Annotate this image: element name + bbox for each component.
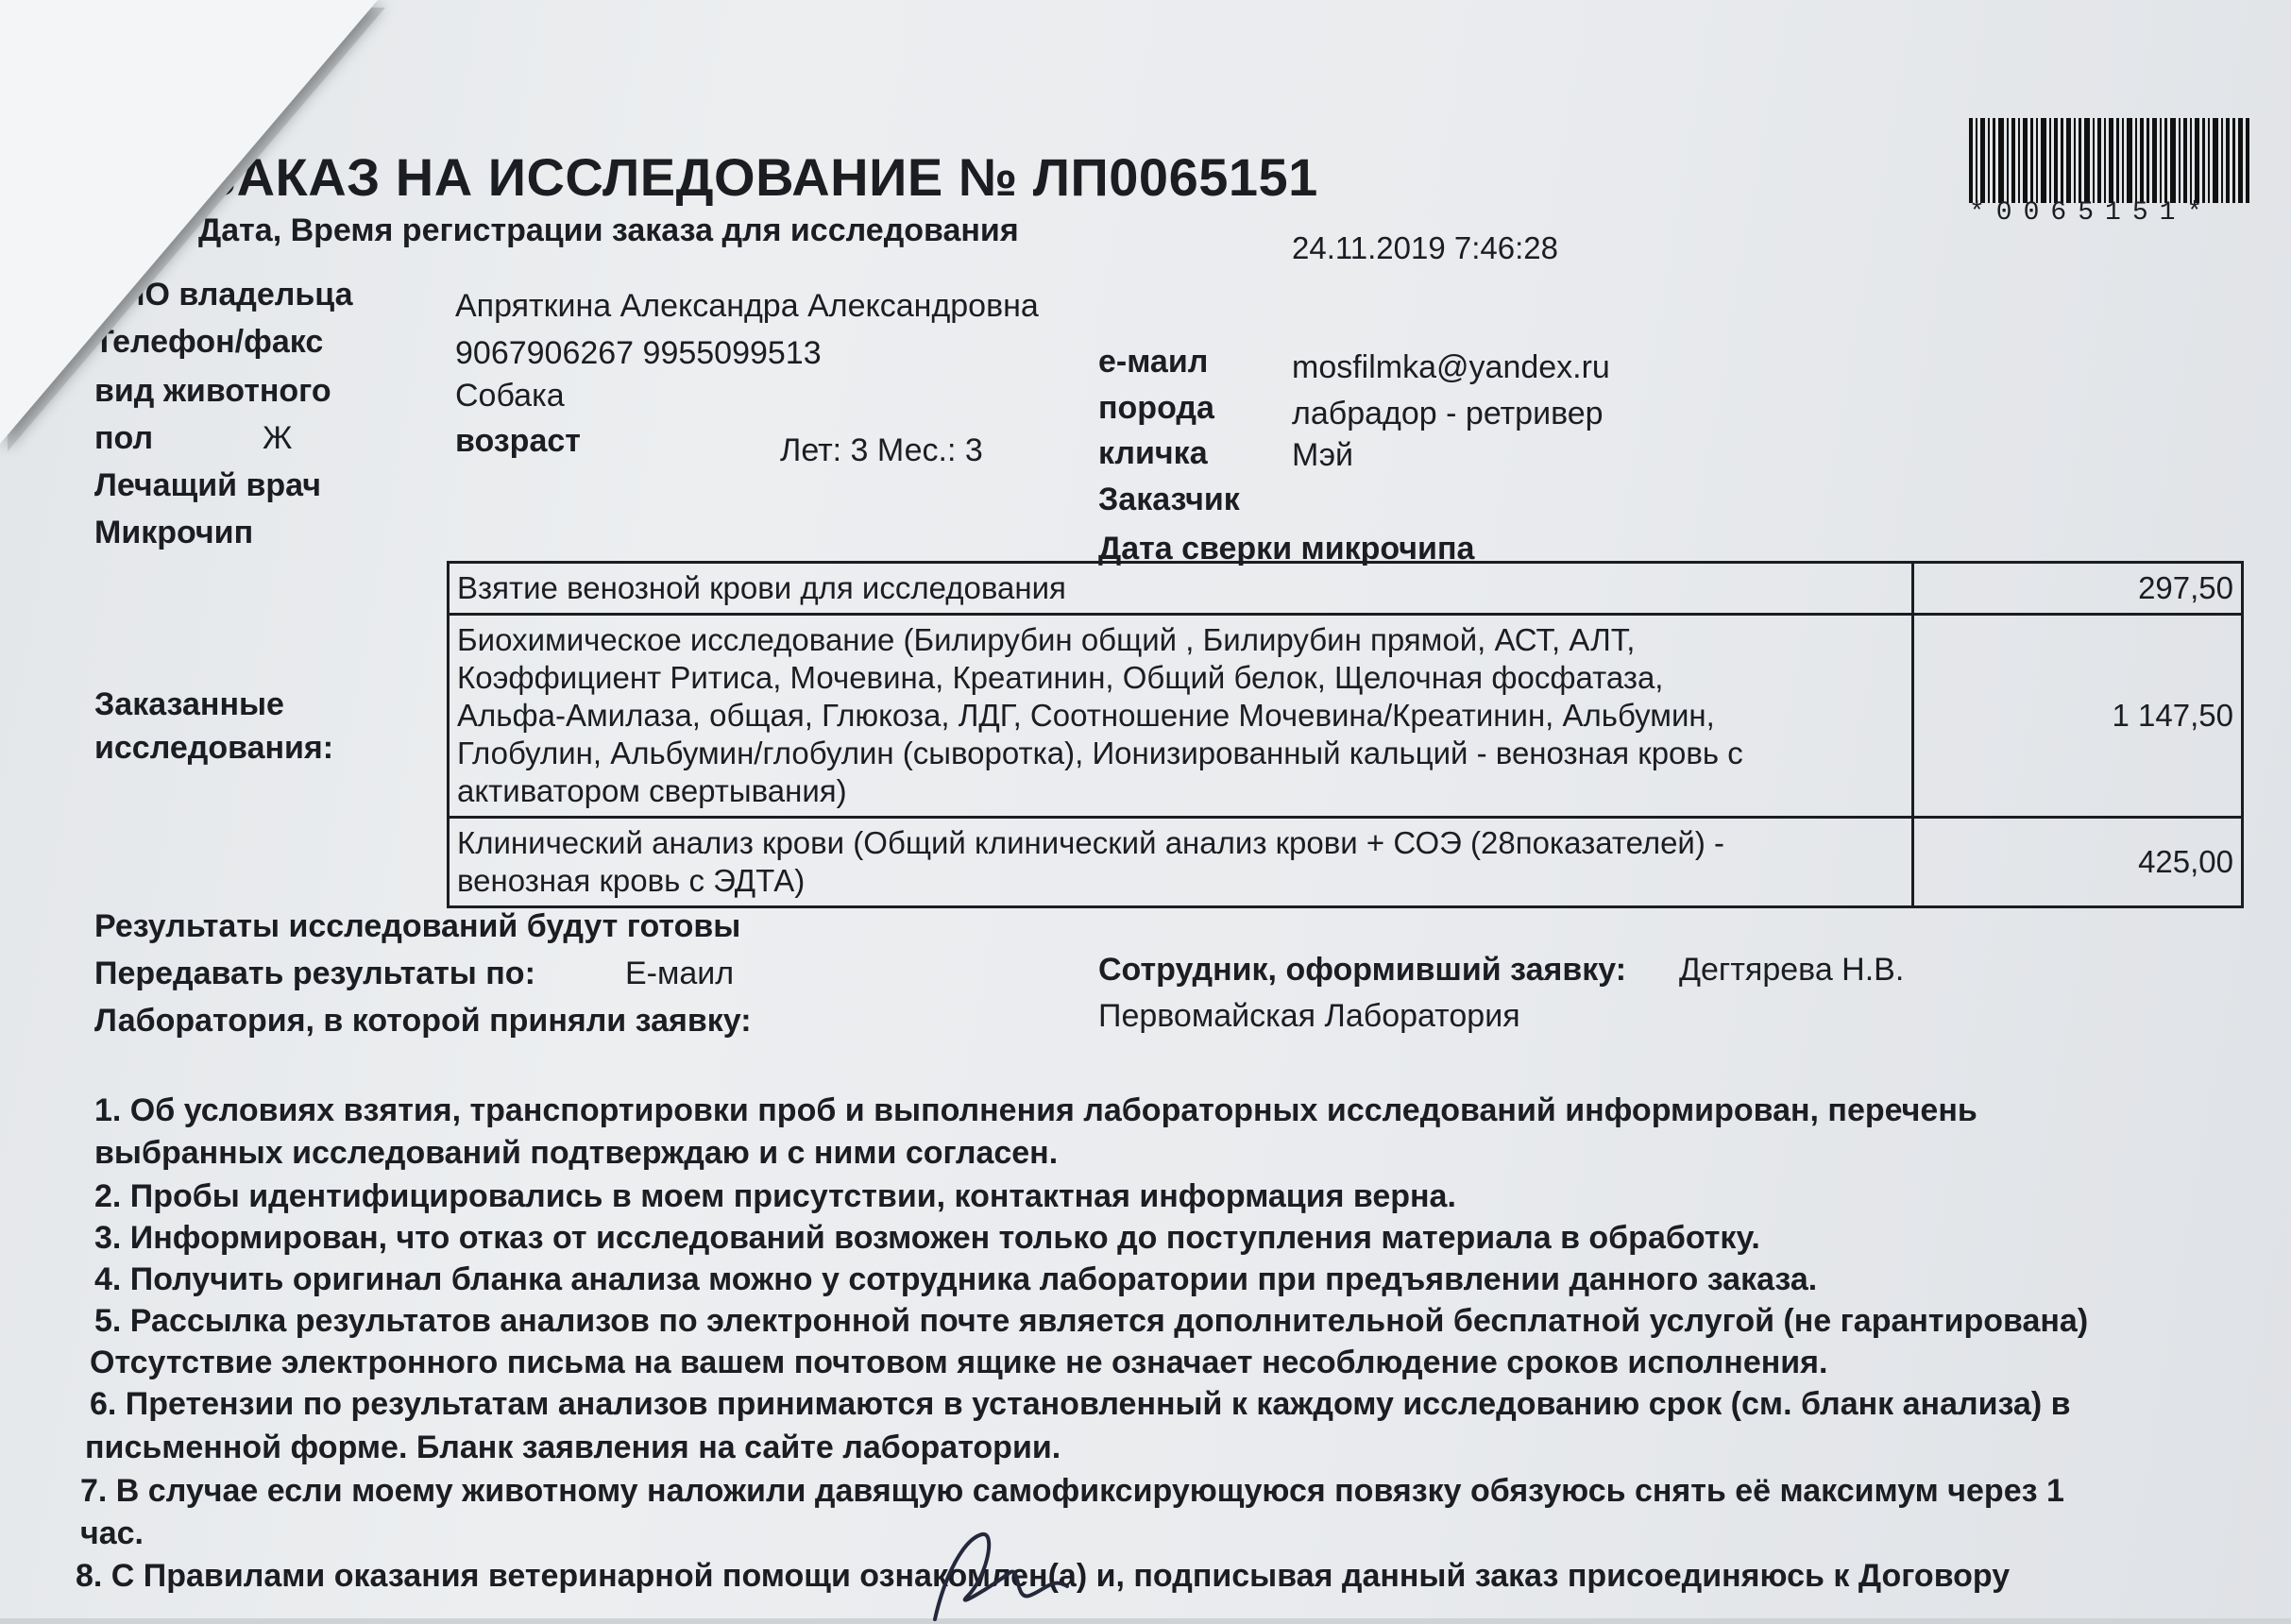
phone-label: Телефон/факс [94, 324, 324, 360]
sex-value: Ж [263, 420, 293, 456]
age-label: возраст [455, 423, 581, 459]
order-description [449, 615, 1913, 818]
order-row [449, 615, 2243, 818]
email-label: е-маил [1098, 344, 1209, 380]
employee-label: Сотрудник, оформивший заявку: [1098, 952, 1627, 988]
order-price: 297,50 [1913, 563, 2243, 615]
microchip-label: Микрочип [94, 515, 254, 550]
send-results-value: Е-маил [625, 956, 735, 991]
nickname-value: Мэй [1292, 437, 1354, 473]
results-ready-label: Результаты исследований будут готовы [94, 908, 741, 944]
order-description-line: Глобулин, Альбумин/глобулин (сыворотка), Ионизированный кальций - венозная кровь с [457, 736, 1743, 770]
signature [878, 1520, 1105, 1624]
order-description [449, 563, 1913, 615]
sex-label: пол [94, 420, 154, 456]
employee-value: Дегтярева Н.В. [1679, 952, 1905, 988]
terms-line: 2. Пробы идентифицировались в моем присутствии, контактная информация верна. [94, 1178, 1456, 1214]
barcode [1969, 118, 2252, 203]
order-description-line: Взятие венозной крови для исследования [457, 570, 1066, 605]
order-description-line: Альфа-Амилаза, общая, Глюкоза, ЛДГ, Соотношение Мочевина/Креатинин, Альбумин, [457, 698, 1715, 733]
terms-line: 7. В случае если моему животному наложили давящую самофиксирующуюся повязку обязуюсь снять её максимум через 1 [80, 1473, 2064, 1509]
terms-line: час. [80, 1515, 144, 1551]
order-price: 1 147,50 [1913, 615, 2243, 818]
email-value: mosfilmka@yandex.ru [1292, 349, 1610, 385]
terms-line: Отсутствие электронного письма на вашем почтовом ящике не означает несоблюдение сроков исполнения. [90, 1345, 1828, 1380]
phone-value: 9067906267 9955099513 [455, 335, 822, 371]
orders-table [447, 561, 2244, 908]
terms-line: выбранных исследований подтверждаю и с ними согласен. [94, 1135, 1059, 1171]
folded-corner [0, 0, 378, 444]
doctor-label: Лечащий врач [94, 467, 321, 503]
customer-label: Заказчик [1098, 482, 1240, 517]
nickname-label: кличка [1098, 435, 1208, 471]
breed-label: порода [1098, 390, 1214, 426]
order-description [449, 818, 1913, 907]
terms-line: 6. Претензии по результатам анализов принимаются в установленный к каждому исследованию срок (см. бланк анализа) в [90, 1386, 2071, 1422]
document-title: ЗАКАЗ НА ИССЛЕДОВАНИЕ № ЛП0065151 [203, 147, 1318, 207]
species-value: Собака [455, 378, 565, 414]
order-description-line: венозная кровь с ЭДТА) [457, 863, 806, 898]
lab-value: Первомайская Лаборатория [1098, 998, 1520, 1034]
breed-value: лабрадор - ретривер [1292, 396, 1604, 431]
order-row [449, 818, 2243, 907]
terms-line: 1. Об условиях взятия, транспортировки проб и выполнения лабораторных исследований информирован, перечень [94, 1092, 1977, 1128]
species-label: вид животного [94, 373, 331, 409]
send-results-label: Передавать результаты по: [94, 956, 535, 991]
barcode-number: *0065151* [1969, 198, 2215, 228]
order-description-line: Коэффициент Ритиса, Мочевина, Креатинин, Общий белок, Щелочная фосфатаза, [457, 660, 1664, 695]
chip-date-label: Дата сверки микрочипа [1098, 531, 1475, 567]
order-description-line: Клинический анализ крови (Общий клинический анализ крови + СОЭ (28показателей) - [457, 825, 1725, 860]
order-description-line: активатором свертывания) [457, 773, 847, 808]
terms-line: письменной форме. Бланк заявления на сайте лаборатории. [85, 1429, 1061, 1465]
orders-label-line2: исследования: [94, 730, 334, 766]
order-description-line: Биохимическое исследование (Билирубин общий , Билирубин прямой, АСТ, АЛТ, [457, 622, 1636, 657]
order-price: 425,00 [1913, 818, 2243, 907]
orders-label-line1: Заказанные [94, 686, 284, 722]
terms-line: 4. Получить оригинал бланка анализа можно у сотрудника лаборатории при предъявлении данного заказа. [94, 1261, 1818, 1297]
owner-name-label: ФИО владельца [94, 277, 353, 313]
terms-line: 8. С Правилами оказания ветеринарной помощи ознакомлен(а) и, подписывая данный заказ присоединяюсь к Договору [76, 1558, 2011, 1594]
terms-line: 3. Информирован, что отказ от исследований возможен только до поступления материала в обработку. [94, 1220, 1760, 1256]
order-row [449, 563, 2243, 615]
registration-label: Дата, Время регистрации заказа для исследования [198, 212, 1019, 248]
registration-datetime: 24.11.2019 7:46:28 [1292, 230, 1558, 265]
terms-line: 5. Рассылка результатов анализов по электронной почте является дополнительной бесплатной услугой (не гарантирована) [94, 1303, 2089, 1339]
lab-label: Лаборатория, в которой приняли заявку: [94, 1003, 752, 1039]
owner-name-value: Апряткина Александра Александровна [455, 288, 1039, 324]
age-value: Лет: 3 Мес.: 3 [780, 432, 983, 468]
